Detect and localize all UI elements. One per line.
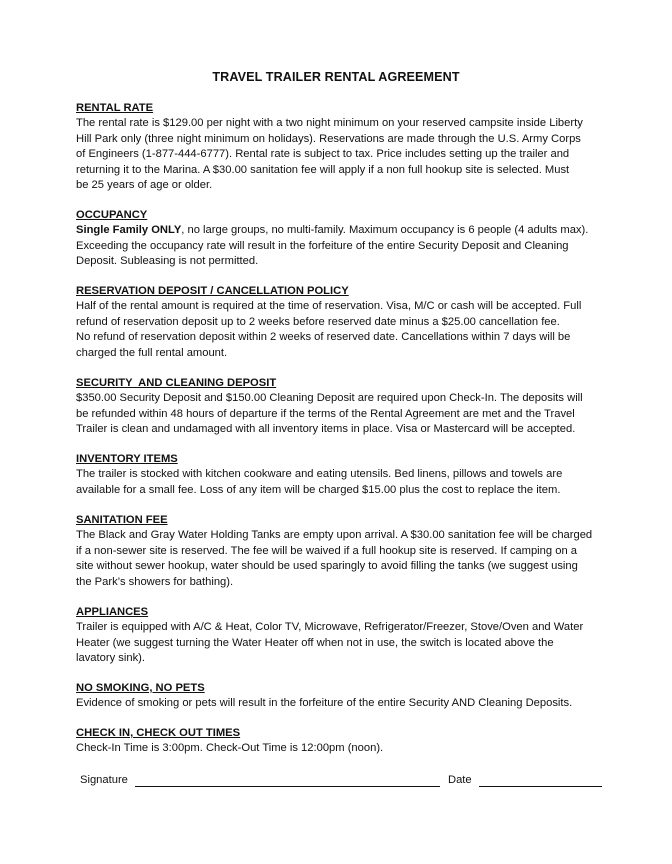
section-line: refund of reservation deposit up to 2 weeks before reserved date minus a $25.00 cancellation fee. <box>76 315 560 328</box>
section-security-cleaning-deposit <box>76 376 612 438</box>
section-heading: NO SMOKING, NO PETS <box>76 682 205 694</box>
section-occupancy <box>76 208 612 270</box>
date-line[interactable] <box>479 786 602 787</box>
section-line: Trailer is clean and undamaged with all inventory items in place. Visa or Mastercard will be accepted. <box>76 423 576 436</box>
signature-label: Signature <box>80 774 128 786</box>
section-line: if a non-sewer site is reserved. The fee will be waived if a full hookup site is reserved. If camping on a <box>76 544 577 557</box>
date-label: Date <box>448 774 472 786</box>
section-heading: APPLIANCES <box>76 606 149 618</box>
section-line: No refund of reservation deposit within 2 weeks of reserved date. Cancellations within 7 days will be <box>76 331 571 344</box>
section-line <box>76 223 612 238</box>
section-line: Exceeding the occupancy rate will result in the forfeiture of the entire Security Deposit and Cleaning <box>76 239 569 252</box>
section-line: The rental rate is $129.00 per night with a two night minimum on your reserved campsite inside Liberty <box>76 117 583 130</box>
section-line: Heater (we suggest turning the Water Heater off when not in use, the switch is located above the <box>76 636 554 649</box>
section-reservation-deposit <box>76 284 612 361</box>
section-rental-rate <box>76 101 612 193</box>
section-line: Half of the rental amount is required at the time of reservation. Visa, M/C or cash will be accepted. Full <box>76 300 582 313</box>
section-appliances <box>76 605 612 667</box>
section-line: Hill Park only (three night minimum on holidays). Reservations are made through the U.S. Army Corps <box>76 132 581 145</box>
signature-row <box>80 773 610 789</box>
section-line: returning it to the Marina. A $30.00 sanitation fee will apply if a non full hookup site is selected. Must <box>76 163 570 176</box>
section-line: available for a small fee. Loss of any item will be charged $15.00 plus the cost to replace the item. <box>76 483 561 496</box>
section-line: $350.00 Security Deposit and $150.00 Cleaning Deposit are required upon Check-In. The deposits will <box>76 392 583 405</box>
section-inventory-items <box>76 452 612 498</box>
section-heading: SANITATION FEE <box>76 514 168 526</box>
section-no-smoking-no-pets <box>76 681 612 712</box>
section-line: site without sewer hookup, water should be used sparingly to avoid filling the tanks (we suggest using <box>76 560 578 573</box>
section-line: lavatory sink). <box>76 652 146 665</box>
occupancy-lead: Single Family ONLY <box>76 224 182 237</box>
section-line: Trailer is equipped with A/C & Heat, Color TV, Microwave, Refrigerator/Freezer, Stove/Oven and Water <box>76 621 584 634</box>
section-line: Evidence of smoking or pets will result in the forfeiture of the entire Security AND Cleaning Deposits. <box>76 697 573 710</box>
section-heading: INVENTORY ITEMS <box>76 453 178 465</box>
section-line: of Engineers (1-877-444-6777). Rental rate is subject to tax. Price includes setting up the trailer and <box>76 148 570 161</box>
section-line: The trailer is stocked with kitchen cookware and eating utensils. Bed linens, pillows and towels are <box>76 468 563 481</box>
signature-line[interactable] <box>135 786 440 787</box>
section-heading: RESERVATION DEPOSIT / CANCELLATION POLICY <box>76 285 349 297</box>
section-line: be refunded within 48 hours of departure if the terms of the Rental Agreement are met and the Travel <box>76 407 575 420</box>
section-heading: RENTAL RATE <box>76 102 154 114</box>
section-line: Check-In Time is 3:00pm. Check-Out Time is 12:00pm (noon). <box>76 742 384 755</box>
section-heading: OCCUPANCY <box>76 209 148 221</box>
document-title: TRAVEL TRAILER RENTAL AGREEMENT <box>212 70 460 84</box>
section-sanitation-fee <box>76 513 612 590</box>
occupancy-line-rest: , no large groups, no multi-family. Maximum occupancy is 6 people (4 adults max). <box>181 224 589 237</box>
section-line: the Park’s showers for bathing). <box>76 575 234 588</box>
section-check-in-check-out <box>76 726 612 757</box>
section-line: The Black and Gray Water Holding Tanks are empty upon arrival. A $30.00 sanitation fee will be charged <box>76 529 593 542</box>
section-heading: CHECK IN, CHECK OUT TIMES <box>76 727 241 739</box>
section-line: be 25 years of age or older. <box>76 179 213 192</box>
section-heading: SECURITY AND CLEANING DEPOSIT <box>76 377 277 389</box>
section-line: Deposit. Subleasing is not permitted. <box>76 255 259 268</box>
section-line: charged the full rental amount. <box>76 346 228 359</box>
